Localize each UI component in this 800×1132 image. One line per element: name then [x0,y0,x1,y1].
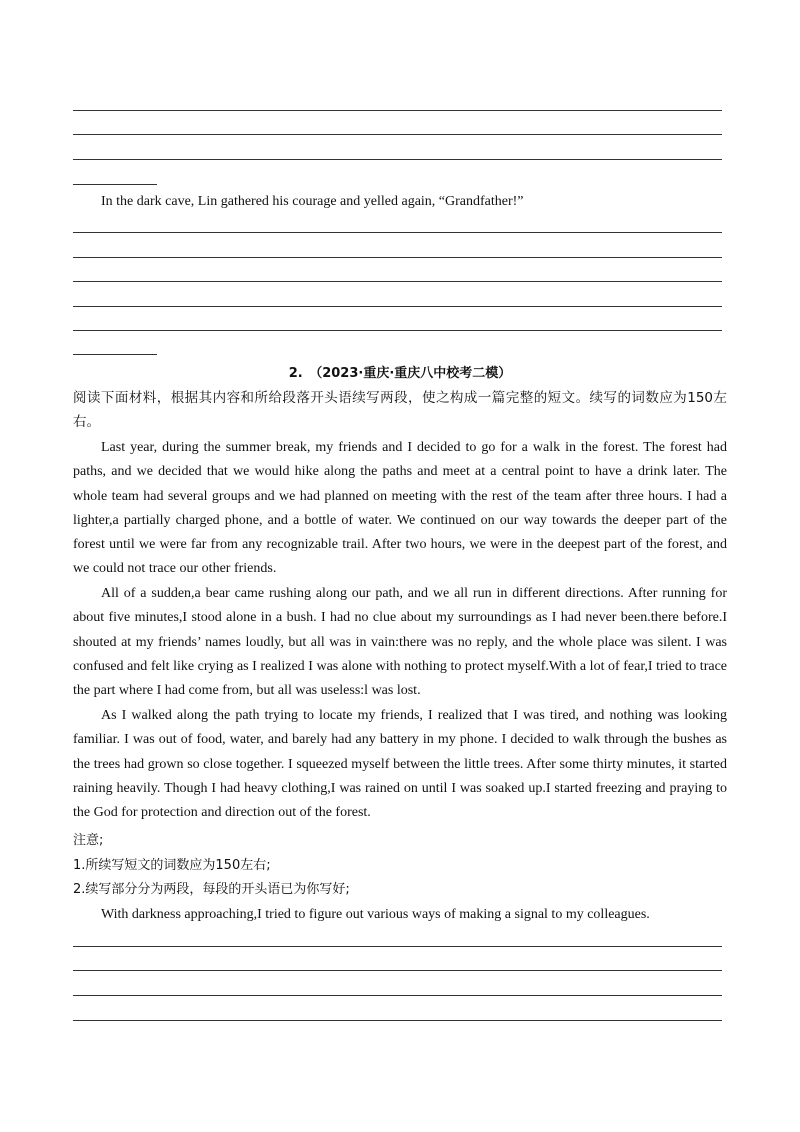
continuation-prompt-1: In the dark cave, Lin gathered his courage and yelled again, “Grandfather!” [101,194,524,209]
answer-line [73,995,722,996]
question-heading: 2. （2023·重庆·重庆八中校考二模） [288,366,512,381]
continuation-prompt-2: With darkness approaching,I tried to figure out various ways of making a signal to my colleagues. [101,907,650,922]
answer-line [73,330,722,331]
answer-line [73,232,722,233]
answer-line [73,110,722,111]
story-paragraph-1: Last year, during the summer break, my friends and I decided to go for a walk in the forest. The forest had paths, and we decided that we would hike along the paths and meet at a central point to have a drink later. The whole team had several groups and we had planned on meeting with the rest of the team after three hours. I had a lighter,a partially charged phone, and a bottle of water. We continued on our way towards the deeper part of the forest until we were far from any recognizable trail. After two hours, we were in the deepest part of the forest, and we could not trace our other friends. [73,440,727,577]
story-paragraph-2: All of a sudden,a bear came rushing along our path, and we all run in different directions. After running for about five minutes,I stood alone in a bush. I had no clue about my surroundings as I had never been.there before.I shouted at my friends’ names loudly, but all was in vain:there was no reply, and the whole place was silent. I was confused and felt like crying as I realized I was alone with nothing to protect myself.With a lot of fear,I tried to trace the part where I had come from, but all was useless:l was lost. [73,586,727,699]
answer-line [73,134,722,135]
instruction-text: 阅读下面材料，根据其内容和所给段落开头语续写两段，使之构成一篇完整的短文。续写的词数应为150左右。 [73,390,727,431]
note-2: 2.续写部分分为两段，每段的开头语已为你写好; [73,882,350,897]
answer-line [73,1020,722,1021]
note-1: 1.所续写短文的词数应为150左右; [73,858,271,873]
story-paragraph-3: As I walked along the path trying to locate my friends, I realized that I was tired, and nothing was looking familiar. I was out of food, water, and barely had any battery in my phone. I decided to walk through the bushes as the trees had grown so close together. I squeezed myself between the little trees. After some thirty minutes, it started raining heavily. Though I had heavy clothing,I was rained on until I was soaked up.I started freezing and praying to the God for protection and direction out of the forest. [73,708,727,821]
answer-line [73,306,722,307]
answer-line [73,159,722,160]
answer-line [73,970,722,971]
answer-line [73,946,722,947]
answer-line [73,257,722,258]
answer-line-short [73,184,157,185]
answer-line [73,281,722,282]
answer-line-short [73,354,157,355]
notes-label: 注意; [73,833,104,848]
